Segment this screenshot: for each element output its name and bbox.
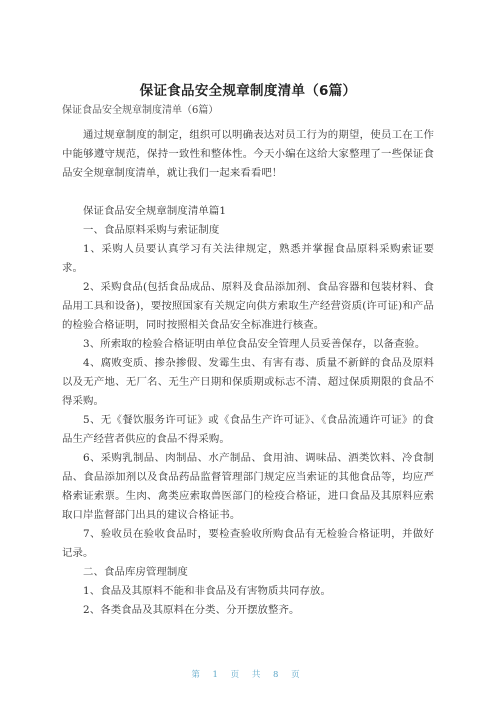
document-title: 保证食品安全规章制度清单（6篇）: [139, 83, 357, 99]
document-subtitle: 保证食品安全规章制度清单（6篇）: [62, 105, 219, 116]
paragraph-spacer: [62, 183, 434, 202]
heading-procurement: 一、食品原料采购与索证制度: [83, 224, 220, 236]
list-item: 6、采购乳制品、肉制品、水产制品、食用油、调味品、酒类饮料、冷食制品、食品添加剂以及食品药品监督管理部门规定应当索证的其他食品等，均应严格索证索票。生肉、禽类应索取兽医部门的检疫合格证，进口食品及其原料应索取口岸监督部门出具的建议合格证书。: [62, 452, 434, 521]
list-item: 1、食品及其原料不能和非食品及有害物质共同存放。: [83, 585, 331, 597]
list-item: 5、无《餐饮服务许可证》或《食品生产许可证》、《食品流通许可证》的食品生产经营者供应的食品不得采购。: [62, 414, 434, 445]
list-item: 2、各类食品及其原料在分类、分开摆放整齐。: [83, 604, 300, 616]
page-number-footer: 第 1 页 共 8 页: [191, 670, 305, 680]
list-item: 2、采购食品(包括食品成品、原料及食品添加剂、食品容器和包装材料、食品用工具和设备)，要按照国家有关规定向供方索取生产经营资质(许可证)和产品的检验合格证明，同时按照相关食品安全标准进行核查。: [62, 281, 434, 331]
heading-warehouse: 二、食品库房管理制度: [83, 566, 188, 578]
document-body: [62, 126, 434, 620]
list-item: 4、腐败变质、掺杂掺假、发霉生虫、有害有毒、质量不新鲜的食品及原料以及无产地、无厂名、无生产日期和保质期或标志不清、超过保质期限的食品不得采购。: [62, 357, 434, 407]
list-item: 1、采购人员要认真学习有关法律规定，熟悉并掌握食品原料采购索证要求。: [62, 243, 434, 274]
list-item: 3、所索取的检验合格证明由单位食品安全管理人员妥善保存，以备查验。: [83, 338, 426, 350]
list-item: 7、验收员在验收食品时，要检查验收所购食品有无检验合格证明，并做好记录。: [62, 528, 434, 559]
intro-paragraph: 通过规章制度的制定，组织可以明确表达对员工行为的期望，使员工在工作中能够遵守规范，保持一致性和整体性。今天小编在这给大家整理了一些保证食品安全规章制度清单，就让我们一起来看看吧！: [62, 129, 434, 179]
section-title: 保证食品安全规章制度清单篇1: [83, 205, 227, 217]
